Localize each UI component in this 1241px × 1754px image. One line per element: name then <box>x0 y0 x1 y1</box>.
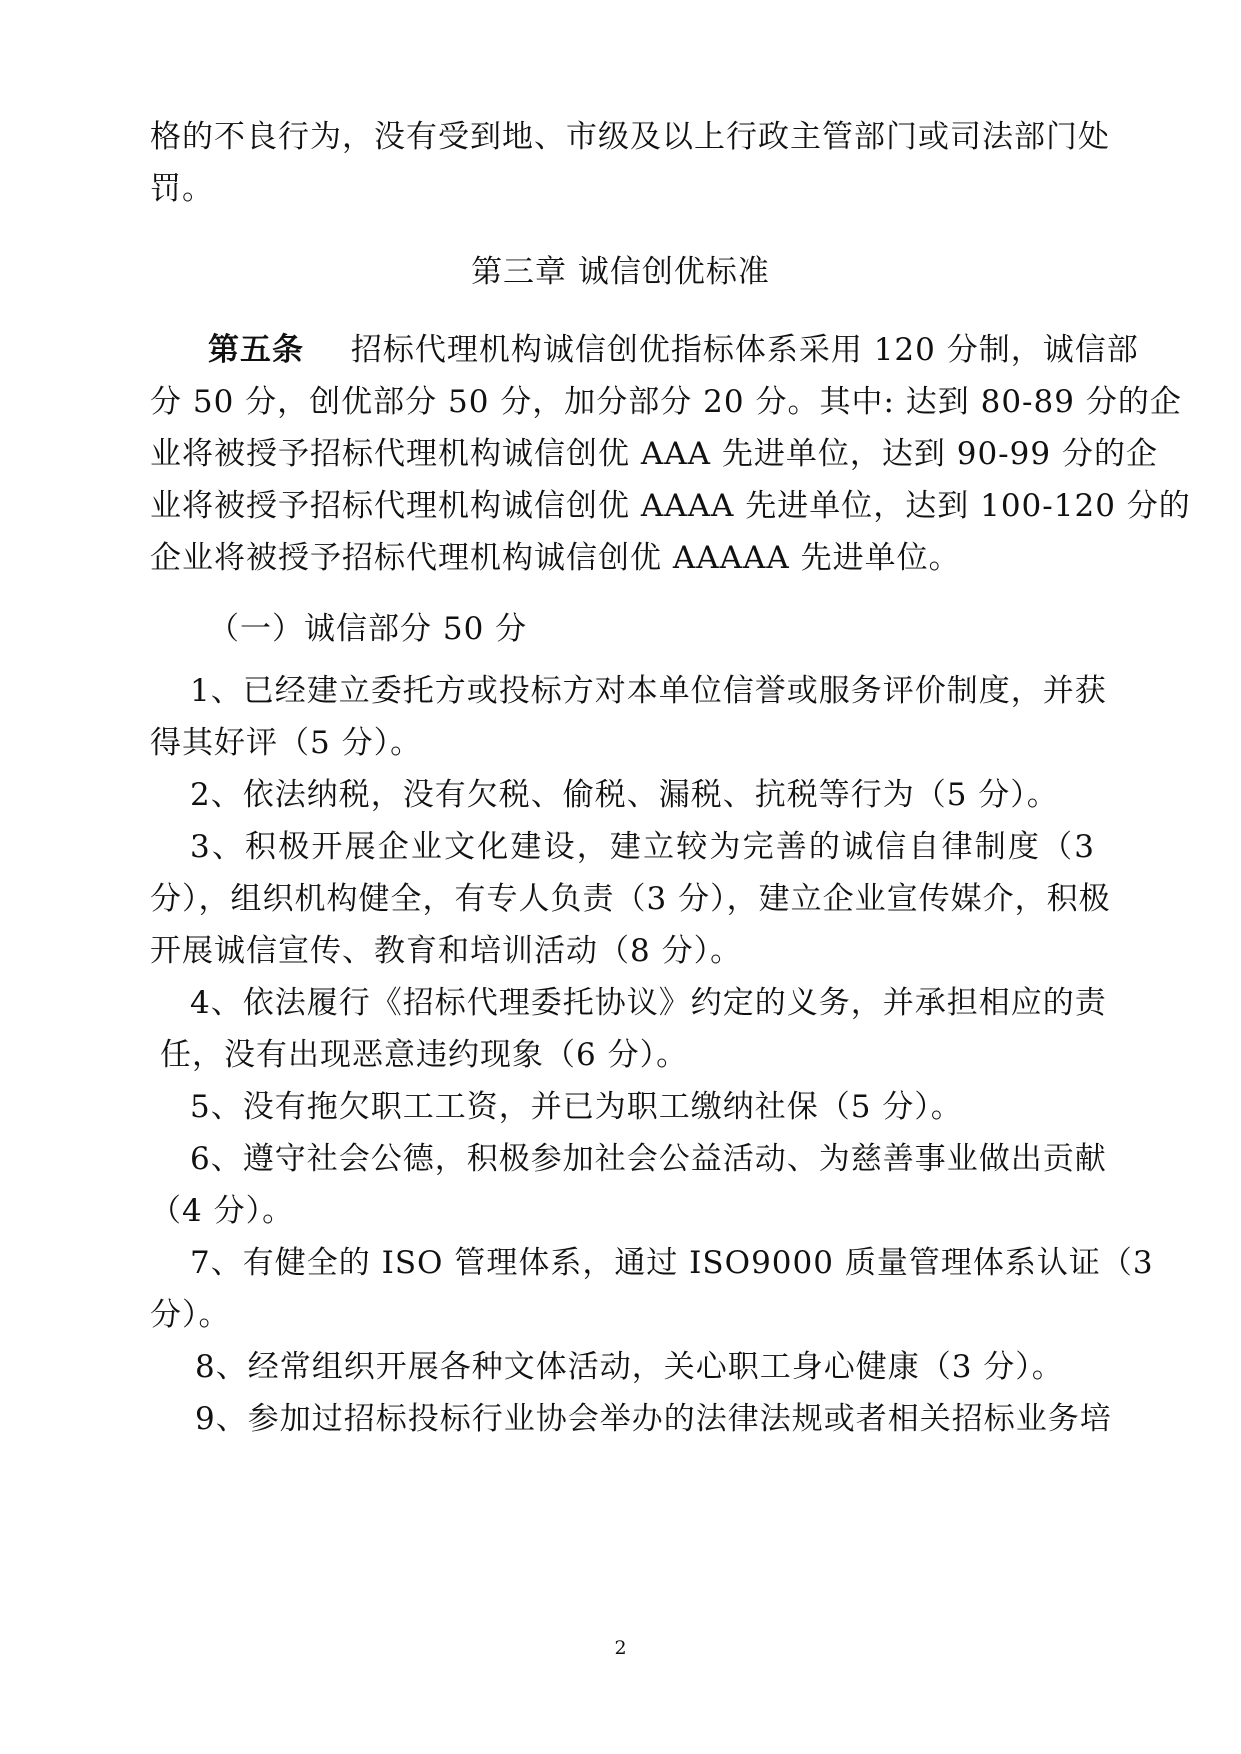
list-item: 3、积极开展企业文化建设，建立较为完善的诚信自律制度（3 <box>190 829 1095 865</box>
list-item: 2、依法纳税，没有欠税、偷税、漏税、抗税等行为（5 分）。 <box>190 777 1059 813</box>
list-item: 9、参加过招标投标行业协会举办的法律法规或者相关招标业务培 <box>195 1401 1112 1437</box>
paragraph-line: 罚。 <box>150 171 214 207</box>
paragraph-line: 分 50 分，创优部分 50 分，加分部分 20 分。其中: 达到 80-89 分的企 <box>150 384 1182 420</box>
paragraph-line: 业将被授予招标代理机构诚信创优 AAAA 先进单位，达到 100-120 分的 <box>150 488 1191 524</box>
section-heading: （一）诚信部分 50 分 <box>208 611 528 647</box>
list-item: 分），组织机构健全，有专人负责（3 分），建立企业宣传媒介，积极 <box>150 881 1111 917</box>
paragraph-line: 企业将被授予招标代理机构诚信创优 AAAAA 先进单位。 <box>150 540 961 576</box>
chapter-heading: 第三章 诚信创优标准 <box>471 254 770 290</box>
list-item: 7、有健全的 ISO 管理体系，通过 ISO9000 质量管理体系认证（3 <box>190 1245 1154 1281</box>
list-item: 任，没有出现恶意违约现象（6 分）。 <box>160 1037 689 1073</box>
list-item: （4 分）。 <box>150 1193 295 1229</box>
article-text: 招标代理机构诚信创优指标体系采用 120 分制，诚信部 <box>350 332 1139 368</box>
list-item: 得其好评（5 分）。 <box>150 725 423 761</box>
paragraph-line: 格的不良行为，没有受到地、市级及以上行政主管部门或司法部门处 <box>150 119 1110 155</box>
page-number: 2 <box>614 1637 627 1659</box>
list-item: 1、已经建立委托方或投标方对本单位信誉或服务评价制度，并获 <box>190 673 1107 709</box>
list-item: 5、没有拖欠职工工资，并已为职工缴纳社保（5 分）。 <box>190 1089 963 1125</box>
list-item: 8、经常组织开展各种文体活动，关心职工身心健康（3 分）。 <box>195 1349 1064 1385</box>
list-item: 4、依法履行《招标代理委托协议》约定的义务，并承担相应的责 <box>190 985 1107 1021</box>
list-item: 分）。 <box>150 1297 231 1333</box>
article-5-first-line <box>208 330 1139 370</box>
list-item: 6、遵守社会公德，积极参加社会公益活动、为慈善事业做出贡献 <box>190 1141 1107 1177</box>
article-label: 第五条 <box>208 332 304 368</box>
list-item: 开展诚信宣传、教育和培训活动（8 分）。 <box>150 933 743 969</box>
paragraph-line: 业将被授予招标代理机构诚信创优 AAA 先进单位，达到 90-99 分的企 <box>150 436 1158 472</box>
